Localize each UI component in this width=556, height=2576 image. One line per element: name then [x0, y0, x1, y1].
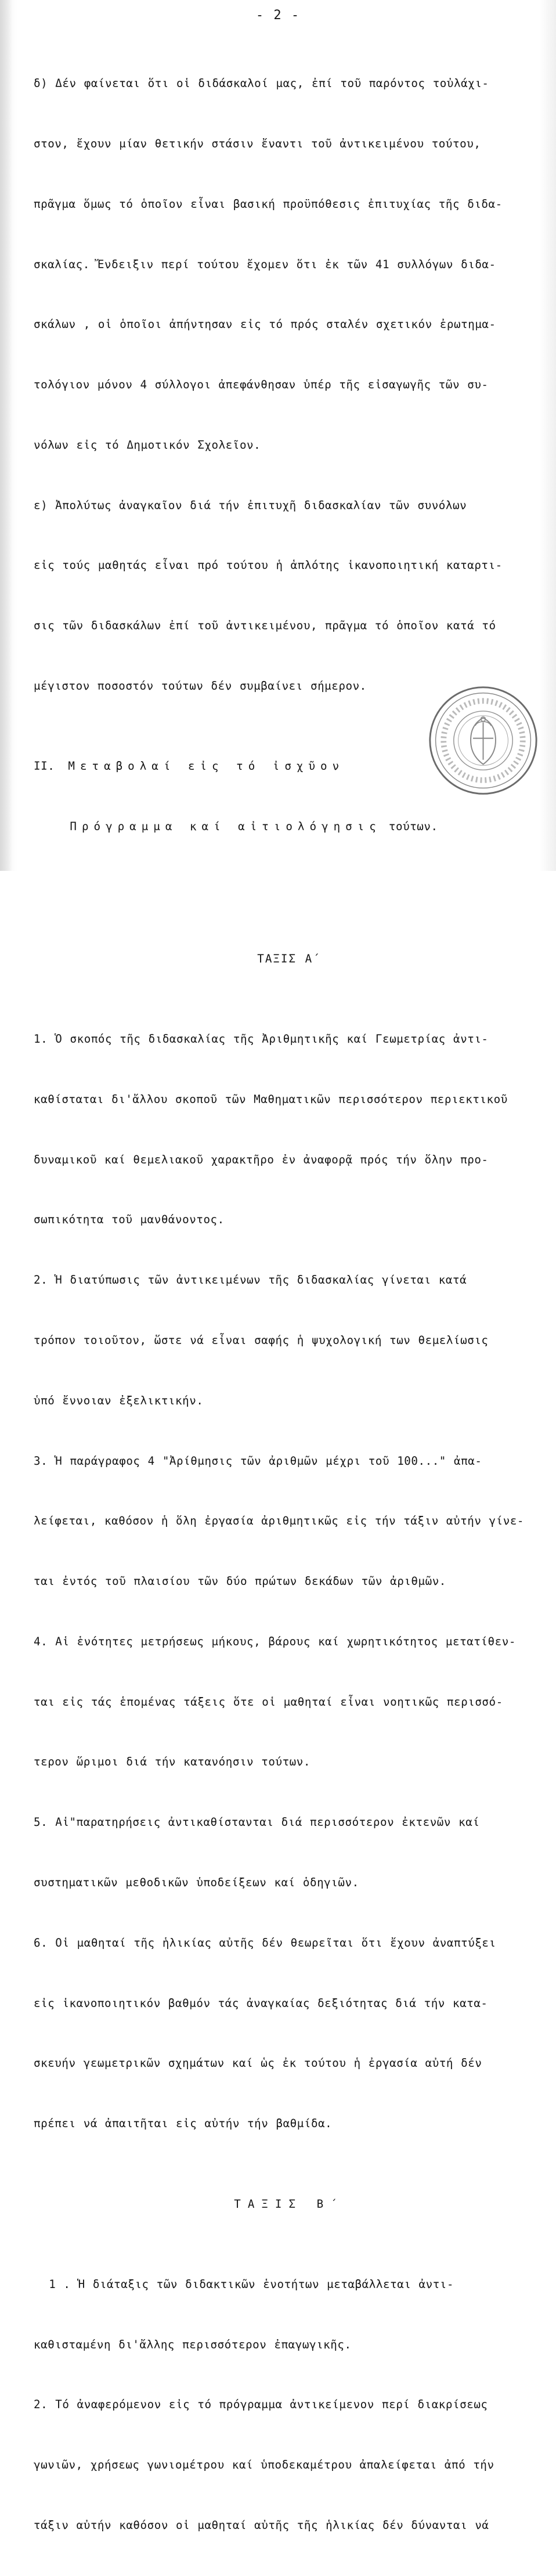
body-line: μέγιστον ποσοστόν τούτων δέν συμβαίνει σήμερον.	[34, 679, 367, 693]
class-a-line: σωπικότητα τοῦ μανθάνοντος.	[34, 1213, 225, 1227]
section-heading-line-2	[34, 817, 544, 837]
class-a-line: δυναμικοῦ καί θεμελιακοῦ χαρακτῆρο ἐν ἀναφορᾷ πρός τήν ὅλην προ-	[34, 1152, 489, 1166]
class-b-line: καθισταμένη δι'ἄλλης περισσότερον ἐπαγωγικῆς.	[34, 2337, 352, 2351]
section-title-part-2: Πρόγραμμα καί αἰτιολόγησις	[70, 820, 381, 834]
class-a-line: συστηματικῶν μεθοδικῶν ὑποδείξεων καί ὁδηγιῶν.	[34, 1876, 359, 1890]
body-line: τολόγιον μόνον 4 σύλλογοι ἀπεφάνθησαν ὑπέρ τῆς εἰσαγωγῆς τῶν συ-	[34, 378, 489, 392]
class-a-line: τερον ὥριμοι διά τήν κατανόησιν τούτων.	[34, 1755, 311, 1769]
class-a-line: καθίσταται δι'ἄλλου σκοποῦ τῶν Μαθηματικῶν περισσότερον περιεκτικοῦ	[34, 1092, 508, 1106]
body-line: εἰς τούς μαθητάς εἶναι πρό τούτου ἡ ἁπλότης ἱκανοποιητική καταρτι-	[34, 559, 503, 572]
body-line: στον, ἔχουν μίαν θετικήν στάσιν ἔναντι τοῦ ἀντικειμένου τούτου,	[34, 136, 481, 150]
class-a-heading: ΤΑΞΙΣ Α΄	[257, 952, 321, 965]
class-a-line: λείφεται, καθόσον ἡ ὅλη ἐργασία ἀριθμητικῶς εἰς τήν τάξιν αὐτήν γίνε-	[34, 1514, 525, 1528]
body-line: σις τῶν διδασκάλων ἐπί τοῦ ἀντικειμένου, πρᾶγμα τό ὁποῖον κατά τό	[34, 619, 496, 633]
body-line: πρᾶγμα ὅμως τό ὁποῖον εἶναι βασική προϋπόθεσις ἐπιτυχίας τῆς διδα-	[34, 197, 503, 211]
class-a-line: 6. Οἱ μαθηταί τῆς ἡλικίας αὐτῆς δέν θεωρεῖται ὅτι ἔχουν ἀναπτύξει	[34, 1936, 496, 1950]
class-a-line: 5. Αἱ"παρατηρήσεις ἀντικαθίστανται διά περισσότερον ἐκτενῶν καί	[34, 1815, 480, 1829]
body-line: ε) Ἀπολύτως ἀναγκαῖον διά τήν ἐπιτυχῆ διδασκαλίαν τῶν συνόλων	[34, 498, 467, 512]
class-a-line: σκευήν γεωμετρικῶν σχημάτων καί ὡς ἐκ τούτου ἡ ἐργασία αὐτή δέν	[34, 2056, 482, 2070]
class-a-line: ται ἐντός τοῦ πλαισίου τῶν δύο πρώτων δεκάδων τῶν ἀριθμῶν.	[34, 1575, 446, 1588]
body-line: νόλων εἰς τό Δημοτικόν Σχολεῖον.	[34, 438, 261, 452]
document-body	[34, 34, 544, 2576]
body-line: δ) Δέν φαίνεται ὅτι οἱ διδάσκαλοί μας, ἐπί τοῦ παρόντος τοὐλάχι-	[34, 77, 489, 91]
body-line: σκάλων , οἱ ὁποῖοι ἀπήντησαν εἰς τό πρός σταλέν σχετικόν ἐρωτημα-	[34, 318, 496, 332]
class-a-line: 3. Ἡ παράγραφος 4 "Ἀρίθμησις τῶν ἀριθμῶν μέχρι τοῦ 100..." ἀπα-	[34, 1454, 482, 1468]
class-a-line: 2. Ἡ διατύπωσις τῶν ἀντικειμένων τῆς διδασκαλίας γίνεται κατά	[34, 1273, 467, 1287]
spacer	[34, 898, 544, 909]
body-line: σκαλίας. Ἔνδειξιν περί τούτου ἔχομεν ὅτι ἐκ τῶν 41 συλλόγων διδα-	[34, 257, 496, 271]
class-a-line: εἰς ἱκανοποιητικόν βαθμόν τάς ἀναγκαίας δεξιότητας διά τήν κατα-	[34, 1996, 488, 2010]
class-a-line: 4. Αἱ ἑνότητες μετρήσεως μήκους, βάρους καί χωρητικότητος μετατίθεν-	[34, 1634, 516, 1648]
class-a-line: 1. Ὁ σκοπός τῆς διδασκαλίας τῆς Ἀριθμητικῆς καί Γεωμετρίας ἀντι-	[34, 1032, 489, 1046]
class-a-line: ὑπό ἔννοιαν ἐξελικτικήν.	[34, 1393, 204, 1407]
section-title-tail: τούτων.	[388, 820, 438, 834]
class-b-line: 2. Τό ἀναφερόμενον εἰς τό πρόγραμμα ἀντικείμενον περί διακρίσεως	[34, 2398, 488, 2412]
class-a-line: ται εἰς τάς ἑπομένας τάξεις ὅτε οἱ μαθηταί εἶναι νοητικῶς περισσό-	[34, 1695, 503, 1709]
class-b-line: τάξιν αὐτήν καθόσον οἱ μαθηταί αὐτῆς τῆς ἡλικίας δέν δύνανται νά	[34, 2519, 489, 2532]
section-title-part-1: Μεταβολαί εἰς τό ἰσχῦον	[68, 759, 345, 773]
class-a-line: τρόπον τοιοῦτον, ὥστε νά εἶναι σαφής ἡ ψυχολογική των θεμελίωσις	[34, 1334, 489, 1347]
class-a-line: πρέπει νά ἀπαιτῆται εἰς αὐτήν τήν βαθμίδα.	[34, 2117, 333, 2131]
class-b-line: 1 . Ἡ διάταξις τῶν διδακτικῶν ἑνοτήτων μεταβάλλεται ἀντι-	[34, 2277, 454, 2291]
page-number: - 2 -	[255, 8, 301, 23]
class-b-line: γωνιῶν, χρήσεως γωνιομέτρου καί ὑποδεκαμέτρου ἀπαλείφεται ἀπό τήν	[34, 2458, 494, 2472]
class-b-heading: ΤΑΞΙΣ Β΄	[234, 2197, 344, 2211]
official-seal-icon	[427, 684, 540, 797]
section-number: ΙΙ.	[34, 759, 55, 773]
scan-edge-shadow	[0, 0, 13, 871]
